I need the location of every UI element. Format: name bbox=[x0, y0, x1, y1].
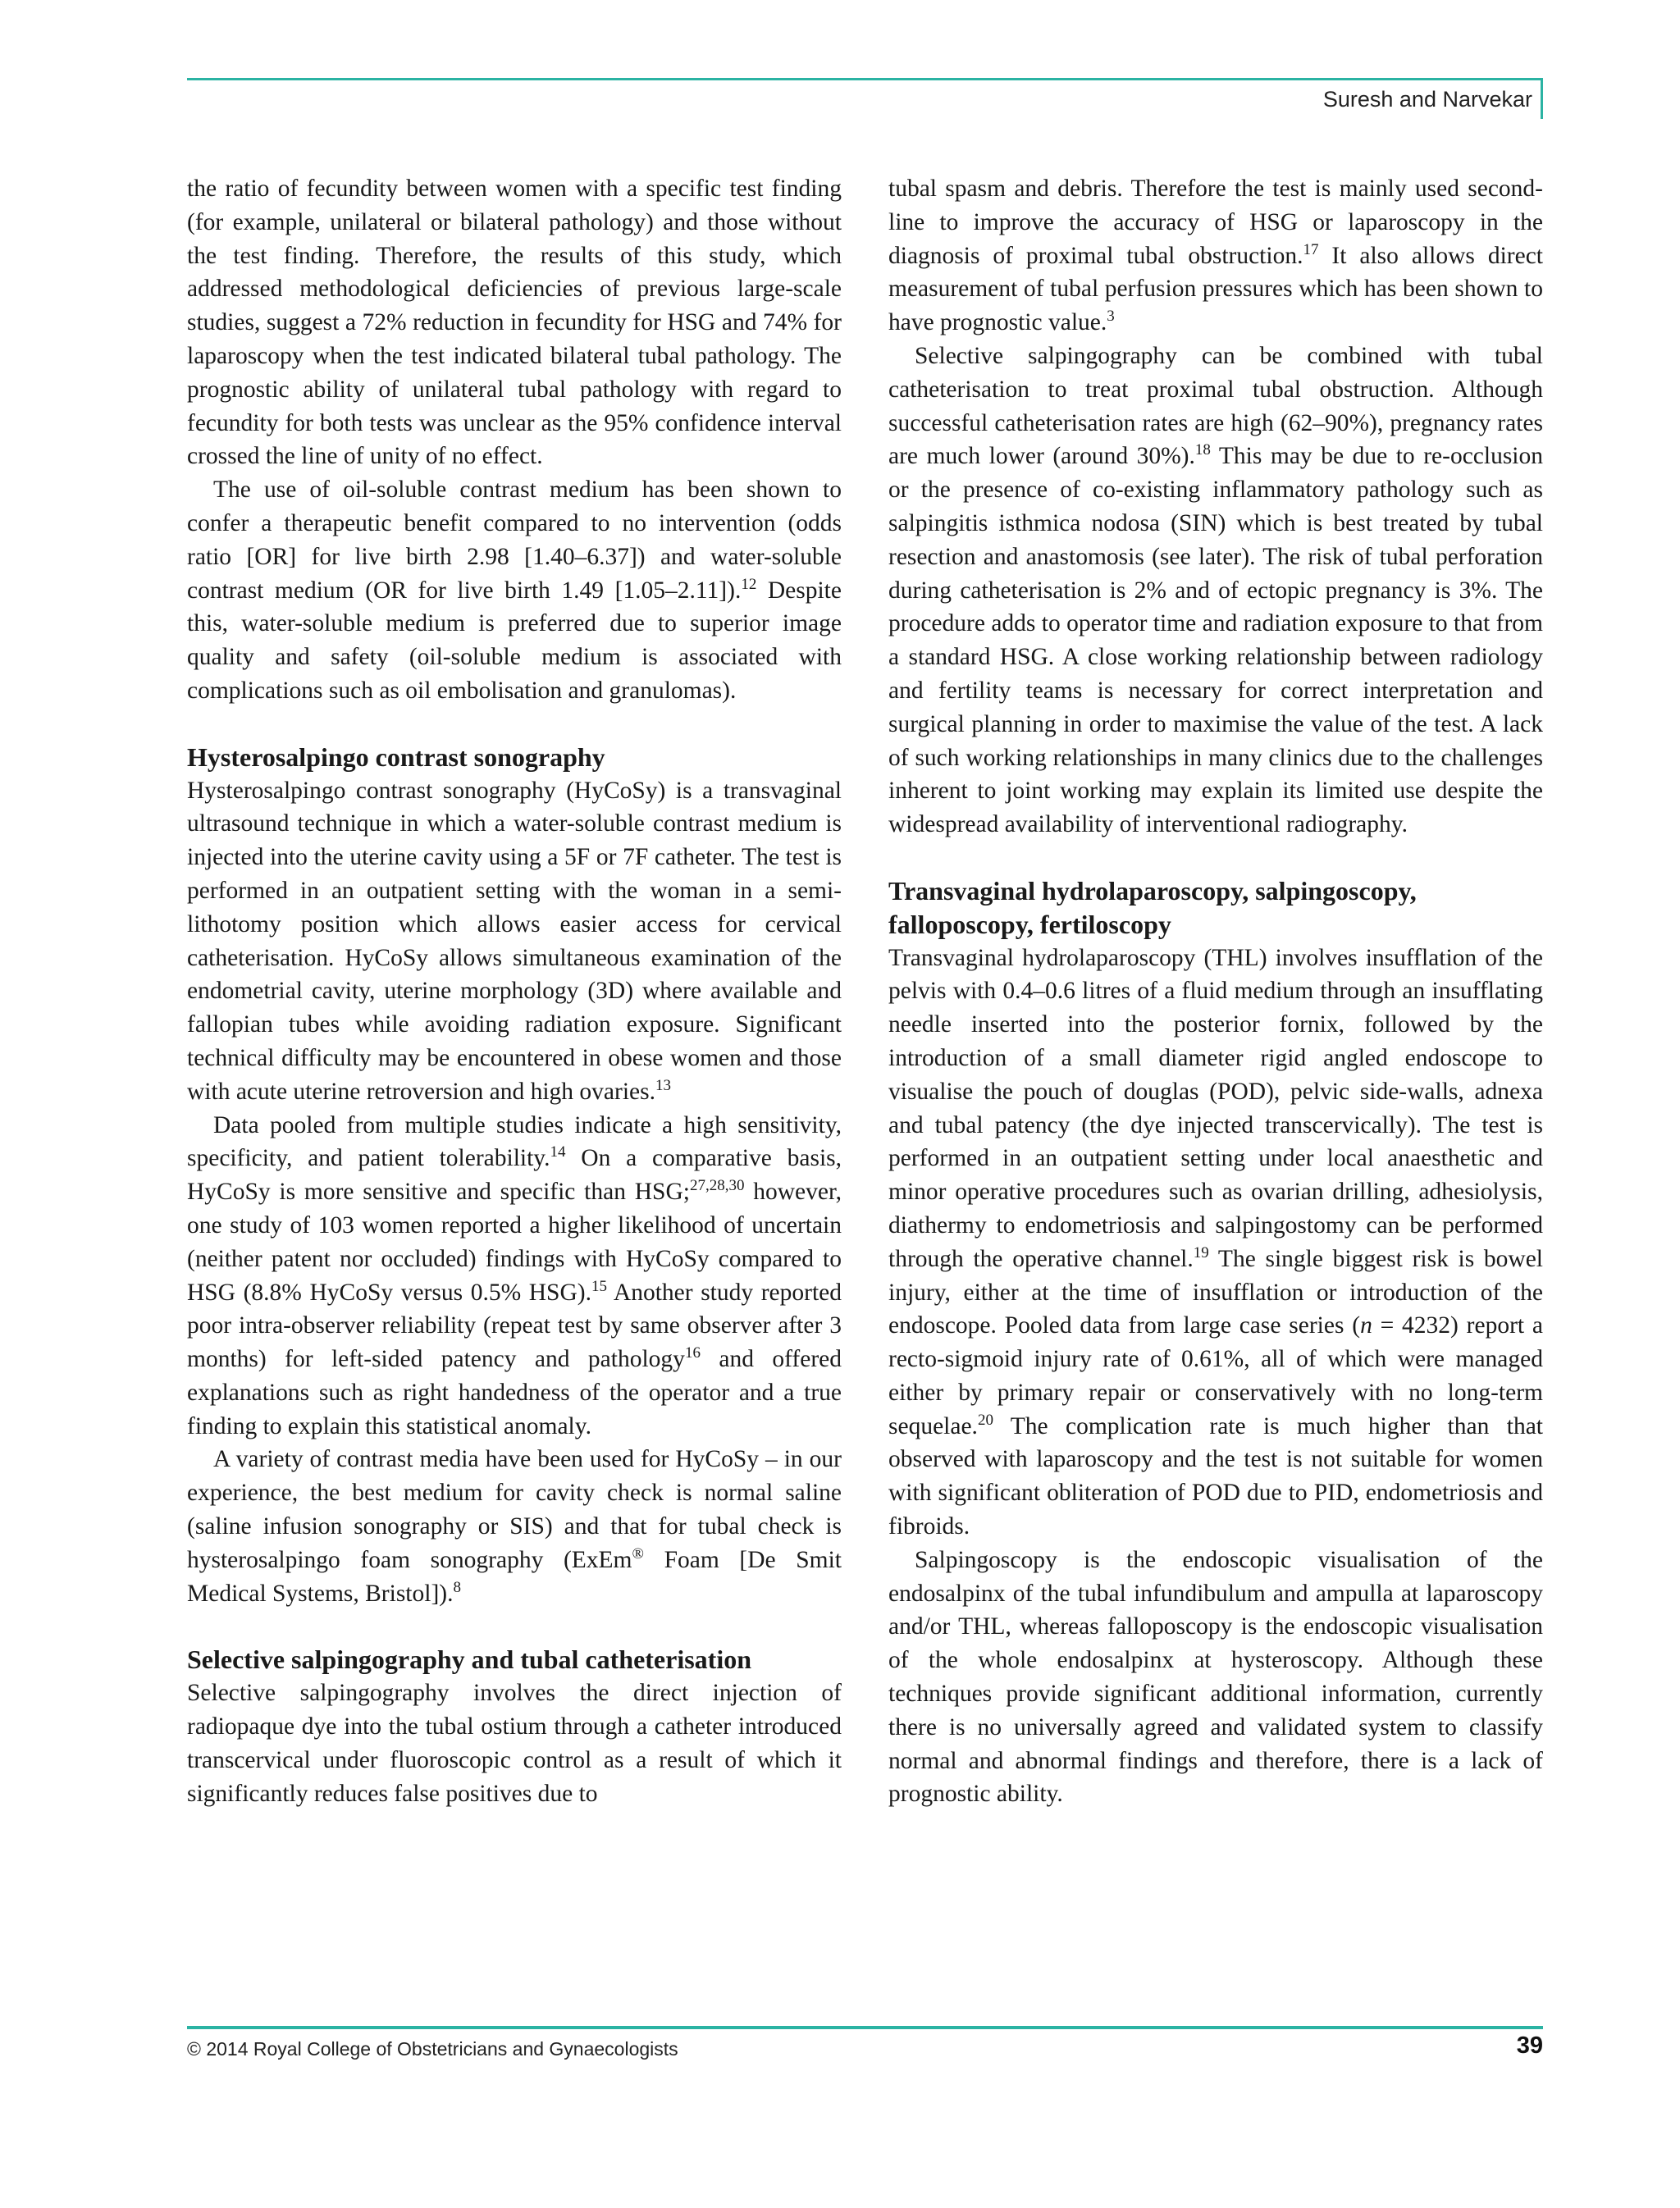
paragraph: Salpingoscopy is the endoscopic visualisation of the endosalpinx of the tubal infundibulum and ampulla at laparoscopy and/or THL, whereas falloposcopy is the endoscopic visualisation of the whole endosalpinx at hysteroscopy. Although these techniques provide significant additional information, currently there is no universally agreed and validated system to classify normal and abnormal findings and therefore, there is a lack of prognostic ability. bbox=[888, 1546, 1543, 1808]
running-head: Suresh and Narvekar bbox=[1322, 87, 1532, 112]
paragraph: A variety of contrast media have been used for HyCoSy – in our experience, the best medium for cavity check is normal saline (saline infusion sonography or SIS) and that for tubal check is hysterosalpingo foam sonography (ExEm® Foam [De Smit Medical Systems, Bristol]).$^8$ bbox=[187, 1446, 842, 1607]
paragraph: tubal spasm and debris. Therefore the test is mainly used second-line to improve the accuracy of HSG or laparoscopy in the diagnosis of proximal tubal obstruction.$^{17}$ It also allows direct measurement of tubal perfusion pressures which has been shown to have prognostic value.$^3$ bbox=[888, 176, 1543, 336]
section-heading-hycosy: Hysterosalpingo contrast sonography bbox=[187, 741, 605, 772]
copyright-notice: © 2014 Royal College of Obstetricians and Gynaecologists bbox=[187, 2038, 678, 2060]
paragraph: Data pooled from multiple studies indicate a high sensitivity, specificity, and patient tolerability.$^{14}$ On a comparative basis, HyCoSy is more sensitive and specific than HSG;$^{27,28,30}$ however, one study of 103 women reported a higher likelihood of uncertain (neither patent nor occluded) findings with HyCoSy compared to HSG (8.8% HyCoSy versus 0.5% HSG).$^{15}$ Another study reported poor intra-observer reliability (repeat test by same observer after 3 months) for left-sided patency and pathology$^{16}$ and offered explanations such as right handedness of the operator and a true finding to explain this statistical anomaly. bbox=[187, 1111, 842, 1439]
page-number: 39 bbox=[1516, 2032, 1543, 2059]
paragraph: Hysterosalpingo contrast sonography (HyCoSy) is a transvaginal ultrasound technique in which a water-soluble contrast medium is injected into the uterine cavity using a 5F or 7F catheter. The test is performed in an outpatient setting with the woman in a semi-lithotomy position which allows easier access for cervical catheterisation. HyCoSy allows simultaneous examination of the endometrial cavity, uterine morphology (3D) where available and fallopian tubes while avoiding radiation exposure. Significant technical difficulty may be encountered in obese women and those with acute uterine retroversion and high ovaries.$^{13}$ bbox=[187, 777, 842, 1105]
paragraph: Transvaginal hydrolaparoscopy (THL) involves insufflation of the pelvis with 0.4–0.6 litres of a fluid medium through an insufflating needle inserted into the posterior fornix, followed by the introduction of a small diameter rigid angled endoscope to visualise the pouch of douglas (POD), pelvic side-walls, adnexa and tubal patency (the dye injected transcervically). The test is performed in an outpatient setting under local anaesthetic and minor operative procedures such as ovarian drilling, adhesiolysis, diathermy to endometriosis and salpingostomy can be performed through the operative channel.$^{19}$ The single biggest risk is bowel injury, either at the time of insufflation or introduction of the endoscope. Pooled data from large case series (n = 4232) report a recto-sigmoid injury rate of 0.61%, all of which were managed either by primary repair or conservatively with no long-term sequelae.$^{20}$ The complication rate is much higher than that observed with laparoscopy and the test is not suitable for women with significant obliteration of POD due to PID, endometriosis and fibroids. bbox=[888, 944, 1543, 1540]
paragraph: The use of oil-soluble contrast medium has been shown to confer a therapeutic benefit compared to no intervention (odds ratio [OR] for live birth 2.98 [1.40–6.37]) and water-soluble contrast medium (OR for live birth 1.49 [1.05–2.11]).$^{12}$ Despite this, water-soluble medium is preferred due to superior image quality and safety (oil-soluble medium is associated with complications such as oil embolisation and granulomas). bbox=[187, 477, 842, 704]
paragraph: the ratio of fecundity between women with a specific test finding (for example, unilateral or bilateral pathology) and those without the test finding. Therefore, the results of this study, which addressed methodological deficiencies of previous large-scale studies, suggest a 72% reduction in fecundity for HSG and 74% for laparoscopy when the test indicated bilateral tubal pathology. The prognostic ability of unilateral tubal pathology with regard to fecundity for both tests was unclear as the 95% confidence interval crossed the line of unity of no effect. bbox=[187, 176, 842, 470]
section-heading-thl: Transvaginal hydrolaparoscopy, salpingoscopy, falloposcopy, fertiloscopy bbox=[888, 875, 1417, 939]
paragraph: Selective salpingography can be combined with tubal catheterisation to treat proximal tubal obstruction. Although successful catheterisation rates are high (62–90%), pregnancy rates are much lower (around 30%).$^{18}$ This may be due to re-occlusion or the presence of co-existing inflammatory pathology such as salpingitis isthmica nodosa (SIN) which is best treated by tubal resection and anastomosis (see later). The risk of tubal perforation during catheterisation is 2% and of ectopic pregnancy is 3%. The procedure adds to operator time and radiation exposure to that from a standard HSG. A close working relationship between radiology and fertility teams is necessary for correct interpretation and surgical planning in order to maximise the value of the test. A lack of such working relationships in many clinics due to the challenges inherent to joint working may explain its limited use despite the widespread availability of interventional radiography. bbox=[888, 342, 1544, 838]
header-rule-tick bbox=[1541, 78, 1543, 119]
section-heading-selective-salpingography: Selective salpingography and tubal catheterisation bbox=[187, 1645, 752, 1675]
paragraph: Selective salpingography involves the direct injection of radiopaque dye into the tubal ostium through a catheter introduced transcervical under fluoroscopic control as a result of which it significantly reduces false positives due to bbox=[187, 1680, 842, 1807]
footer-rule bbox=[187, 2026, 1543, 2029]
right-column bbox=[888, 172, 1543, 1811]
left-column bbox=[187, 172, 842, 1810]
header-rule bbox=[187, 78, 1543, 80]
